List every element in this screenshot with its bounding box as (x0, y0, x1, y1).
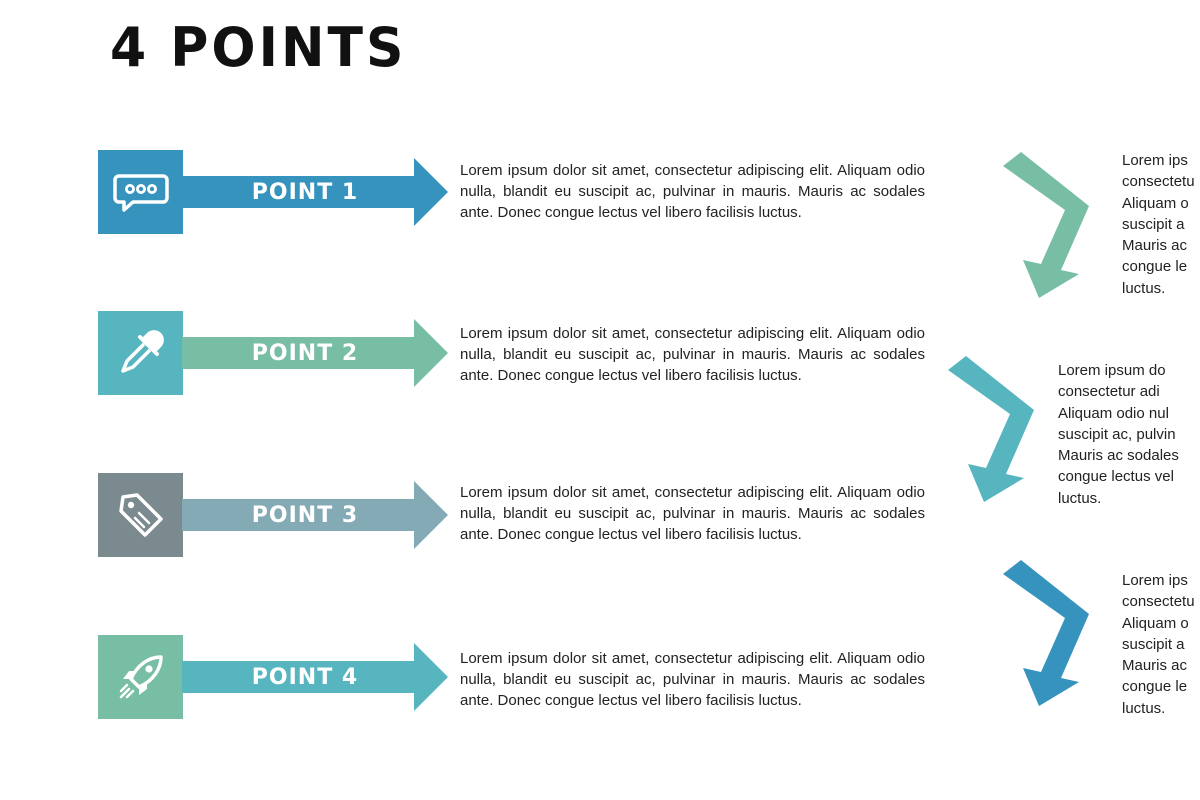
point-description-2: Lorem ipsum dolor sit amet, consectetur adipiscing elit. Aliquam odio nulla, blandit eu suscipit ac, pulvinar in mauris. Mauris ac sodales ante. Donec congue lectus vel libero facilisis luctus. (460, 325, 925, 384)
rocket-icon (113, 649, 169, 705)
point-description-4: Lorem ipsum dolor sit amet, consectetur adipiscing elit. Aliquam odio nulla, blandit eu suscipit ac, pulvinar in mauris. Mauris ac sodales ante. Donec congue lectus vel libero facilisis luctus. (460, 650, 925, 709)
side-text-line: Aliquam odio nul (1058, 404, 1169, 422)
side-text-1 (1122, 150, 1200, 299)
side-text-line: suscipit a (1122, 635, 1185, 653)
point-row-4 (98, 635, 458, 719)
chevron-arrow-3 (995, 556, 1095, 708)
side-text-line: Mauris ac (1122, 657, 1188, 675)
page-title: 4 POINTS (110, 16, 407, 80)
side-text-line: suscipit a (1122, 215, 1185, 233)
icon-box-1 (98, 150, 183, 234)
point-description-3: Lorem ipsum dolor sit amet, consectetur adipiscing elit. Aliquam odio nulla, blandit eu suscipit ac, pulvinar in mauris. Mauris ac sodales ante. Donec congue lectus vel libero facilisis luctus. (460, 484, 925, 543)
side-text-line: luctus. (1122, 699, 1166, 717)
side-text-line: Aliquam o (1122, 194, 1189, 212)
tag-icon (113, 487, 169, 543)
side-text-line: consectetu (1122, 593, 1195, 611)
side-text-line: luctus. (1122, 279, 1166, 297)
side-text-line: luctus. (1058, 489, 1102, 507)
side-text-2 (1058, 360, 1200, 509)
side-text-line: congue le (1122, 678, 1188, 696)
side-text-line: Aliquam o (1122, 614, 1189, 632)
side-text-3 (1122, 570, 1200, 719)
side-text-line: suscipit ac, pulvin (1058, 425, 1176, 443)
point-label-3: POINT 3 (251, 502, 359, 528)
side-text-line: Lorem ips (1122, 152, 1188, 169)
side-text-line: Lorem ips (1122, 572, 1188, 589)
point-label-1: POINT 1 (251, 179, 359, 205)
chevron-arrow-1 (995, 148, 1095, 300)
icon-box-3 (98, 473, 183, 557)
chevron-arrow-2 (940, 352, 1040, 504)
point-description-1: Lorem ipsum dolor sit amet, consectetur adipiscing elit. Aliquam odio nulla, blandit eu suscipit ac, pulvinar in mauris. Mauris ac sodales ante. Donec congue lectus vel libero facilisis luctus. (460, 162, 925, 221)
speech-bubble-icon (113, 164, 169, 220)
point-label-2: POINT 2 (251, 340, 359, 366)
side-text-line: Lorem ipsum do (1058, 362, 1166, 379)
side-text-line: congue le (1122, 258, 1188, 276)
side-text-line: consectetu (1122, 173, 1195, 191)
point-row-1 (98, 150, 458, 234)
point-row-3 (98, 473, 458, 557)
side-text-line: Mauris ac (1122, 237, 1188, 255)
icon-box-2 (98, 311, 183, 395)
side-text-line: consectetur adi (1058, 383, 1160, 401)
side-text-line: congue lectus vel (1058, 468, 1174, 486)
side-text-line: Mauris ac sodales (1058, 447, 1179, 465)
pipette-icon (113, 325, 169, 381)
icon-box-4 (98, 635, 183, 719)
point-label-4: POINT 4 (251, 664, 359, 690)
point-row-2 (98, 311, 458, 395)
